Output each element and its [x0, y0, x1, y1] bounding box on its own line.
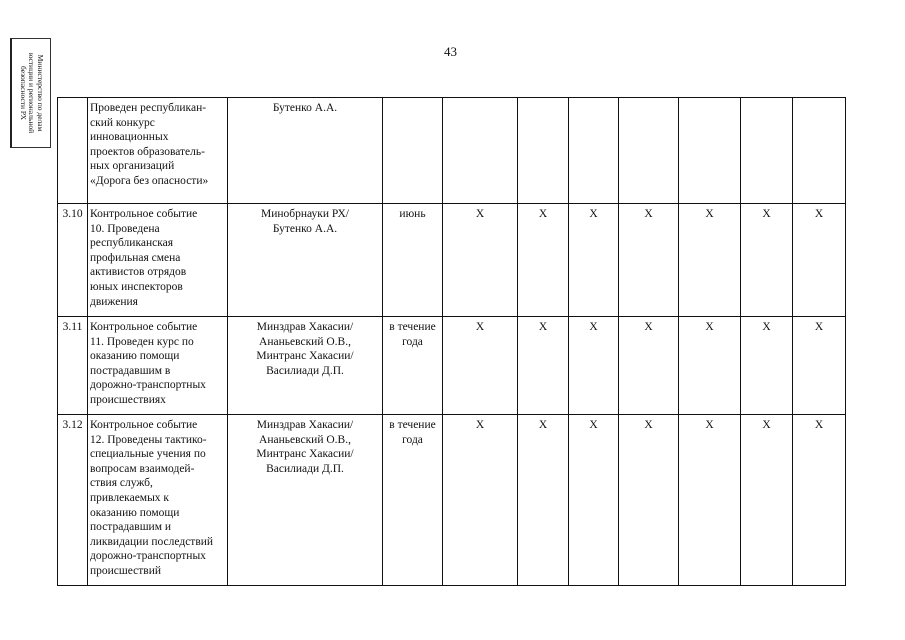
- year-mark-cell: [518, 415, 569, 586]
- year-mark-cell: [518, 98, 569, 204]
- event-description-line: привлекаемых к: [90, 491, 170, 504]
- responsible-line: Василиади Д.П.: [266, 462, 344, 475]
- deadline-cell: [383, 204, 443, 317]
- stamp-line: юстиции и региональной: [27, 52, 37, 134]
- event-description-line: оказанию помощи: [90, 350, 180, 363]
- year-mark: Х: [762, 419, 771, 431]
- item-number: 3.10: [62, 208, 83, 220]
- event-description-line: Контрольное событие: [90, 208, 198, 220]
- responsible-line: Ананьевский О.В.,: [259, 433, 351, 446]
- year-mark-cell: [793, 415, 846, 586]
- year-mark: Х: [589, 321, 598, 333]
- year-mark: Х: [814, 419, 824, 431]
- year-mark: Х: [705, 419, 714, 431]
- item-number: 3.11: [62, 321, 83, 333]
- event-description-line: профильная смена: [90, 251, 181, 264]
- year-mark-cell: [518, 204, 569, 317]
- year-mark-cell: [619, 204, 679, 317]
- event-description-line: инновационных: [90, 131, 169, 144]
- year-mark-cell: [793, 204, 846, 317]
- year-mark: Х: [644, 419, 653, 431]
- year-mark-cell: [741, 98, 793, 204]
- event-description-line: происшествий: [90, 564, 162, 577]
- year-mark-cell: [443, 204, 518, 317]
- year-mark-cell: [443, 415, 518, 586]
- table-row: [58, 415, 846, 586]
- item-number: 3.12: [62, 419, 83, 431]
- deadline-cell: [383, 317, 443, 415]
- event-description-cell: [88, 98, 228, 204]
- stamp-line: Министерство по делам: [35, 54, 45, 132]
- year-mark: Х: [538, 419, 548, 431]
- action-plan-table: [57, 97, 846, 586]
- deadline-line: в течение: [389, 321, 436, 333]
- responsible-line: Бутенко А.А.: [272, 102, 338, 114]
- responsible-line: Бутенко А.А.: [272, 222, 338, 235]
- year-mark-cell: [569, 415, 619, 586]
- event-description-line: ствия служб,: [90, 477, 153, 490]
- responsible-line: Минтранс Хакасии/: [256, 448, 354, 461]
- responsible-cell: [228, 317, 383, 415]
- year-mark-cell: [619, 415, 679, 586]
- year-mark-cell: [569, 317, 619, 415]
- year-mark: Х: [762, 321, 771, 333]
- responsible-line: Минобрнауки РХ/: [260, 208, 349, 220]
- year-mark-cell: [679, 204, 741, 317]
- table-body: [58, 98, 846, 586]
- event-description-line: происшествиях: [90, 393, 166, 406]
- year-mark-cell: [741, 317, 793, 415]
- registration-stamp: [10, 38, 51, 148]
- event-description-line: Проведен республикан-: [90, 102, 207, 114]
- event-description-line: «Дорога без опасности»: [90, 174, 209, 187]
- year-mark-cell: [518, 317, 569, 415]
- responsible-line: Минздрав Хакасии/: [256, 419, 354, 431]
- event-description-line: 10. Проведена: [90, 222, 160, 235]
- event-description-line: дорожно-транспортных: [90, 379, 206, 392]
- event-description-cell: [88, 204, 228, 317]
- event-description-line: активистов отрядов: [90, 266, 187, 279]
- year-mark-cell: [741, 204, 793, 317]
- responsible-line: Минтранс Хакасии/: [256, 350, 354, 363]
- event-description-line: пострадавшим и: [90, 521, 172, 534]
- year-mark: Х: [475, 419, 485, 431]
- item-number-cell: [58, 204, 88, 317]
- year-mark: Х: [644, 321, 653, 333]
- deadline-line: в течение: [389, 419, 436, 431]
- event-description-line: Контрольное событие: [90, 321, 198, 333]
- year-mark: Х: [538, 321, 548, 333]
- event-description-cell: [88, 317, 228, 415]
- year-mark-cell: [793, 317, 846, 415]
- item-number-cell: [58, 415, 88, 586]
- table-row: [58, 317, 846, 415]
- responsible-cell: [228, 98, 383, 204]
- year-mark: Х: [705, 321, 714, 333]
- year-mark: Х: [475, 208, 485, 220]
- event-description-line: Контрольное событие: [90, 419, 198, 431]
- deadline-line: июнь: [399, 208, 426, 220]
- responsible-cell: [228, 204, 383, 317]
- responsible-line: Минздрав Хакасии/: [256, 321, 354, 333]
- event-description-line: пострадавшим в: [90, 364, 171, 377]
- year-mark: Х: [644, 208, 653, 220]
- event-description-line: дорожно-транспортных: [90, 550, 206, 563]
- year-mark-cell: [569, 204, 619, 317]
- deadline-line: года: [402, 335, 423, 348]
- stamp-text: [18, 41, 44, 145]
- year-mark: Х: [814, 208, 824, 220]
- deadline-cell: [383, 98, 443, 204]
- event-description-line: 11. Проведен курс по: [90, 335, 194, 348]
- year-mark-cell: [569, 98, 619, 204]
- year-mark: Х: [475, 321, 485, 333]
- year-mark-cell: [741, 415, 793, 586]
- year-mark-cell: [619, 98, 679, 204]
- event-description-line: ликвидации последствий: [90, 535, 214, 548]
- item-number-cell: [58, 317, 88, 415]
- year-mark: Х: [762, 208, 771, 220]
- event-description-line: проектов образователь-: [90, 145, 205, 158]
- event-description-line: юных инспекторов: [90, 280, 183, 293]
- event-description-line: оказанию помощи: [90, 506, 180, 519]
- year-mark: Х: [814, 321, 824, 333]
- year-mark-cell: [443, 98, 518, 204]
- event-description-line: специальные учения по: [90, 448, 206, 461]
- page-number: 43: [444, 44, 457, 59]
- event-description-cell: [88, 415, 228, 586]
- event-description-line: республиканская: [90, 237, 174, 250]
- year-mark: Х: [589, 208, 598, 220]
- year-mark-cell: [679, 415, 741, 586]
- event-description-line: движения: [90, 295, 138, 308]
- event-description-line: ных организаций: [90, 160, 175, 173]
- year-mark-cell: [679, 317, 741, 415]
- year-mark: Х: [589, 419, 598, 431]
- deadline-line: года: [402, 433, 423, 446]
- event-description-line: вопросам взаимодей-: [90, 462, 195, 475]
- responsible-cell: [228, 415, 383, 586]
- responsible-line: Ананьевский О.В.,: [259, 335, 351, 348]
- stamp-line: безопасности РХ: [18, 66, 28, 120]
- responsible-line: Василиади Д.П.: [266, 364, 344, 377]
- item-number-cell: [58, 98, 88, 204]
- year-mark: Х: [705, 208, 714, 220]
- year-mark-cell: [679, 98, 741, 204]
- event-description-line: ский конкурс: [90, 116, 155, 129]
- year-mark-cell: [793, 98, 846, 204]
- table-row: [58, 98, 846, 204]
- year-mark-cell: [443, 317, 518, 415]
- year-mark-cell: [619, 317, 679, 415]
- deadline-cell: [383, 415, 443, 586]
- event-description-line: 12. Проведены тактико-: [90, 433, 207, 446]
- year-mark: Х: [538, 208, 548, 220]
- table-row: [58, 204, 846, 317]
